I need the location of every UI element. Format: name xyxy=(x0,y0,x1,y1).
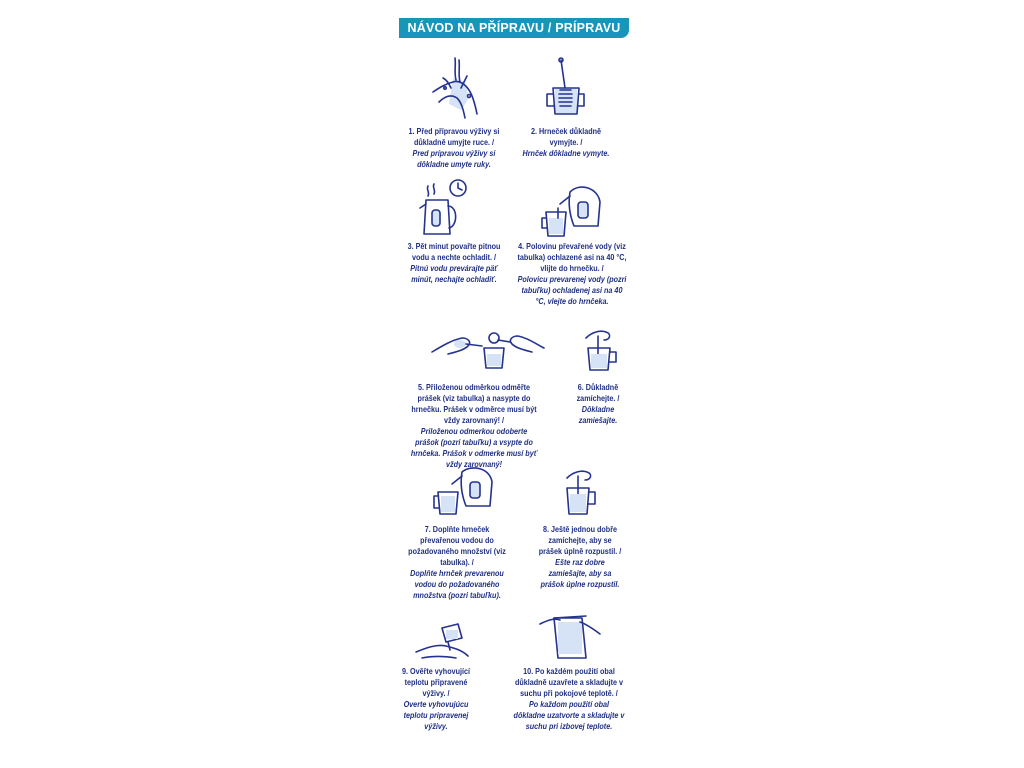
step-10-text xyxy=(513,666,625,732)
step-8-sk: Ešte raz dobre zamiešajte, aby sa prášok úplne rozpustil. xyxy=(540,557,620,589)
step-1-cz: 1. Před přípravou výživy si důkladně umyjte ruce. / xyxy=(408,126,500,147)
step-4-sk: Polovicu prevarenej vody (pozri tabuľku) ochladenej asi na 40 °C, vlejte do hrnčeka. xyxy=(517,274,627,306)
step-3-sk: Pitnú vodu prevárajte päť minút, nechajte ochladiť. xyxy=(410,263,498,284)
step-6-sk: Dôkladne zamiešajte. xyxy=(578,404,618,425)
kettle-refill-icon xyxy=(434,464,498,516)
step-4-text xyxy=(517,241,627,307)
cup-brush-icon xyxy=(543,58,587,118)
stir-again-icon xyxy=(565,470,597,516)
scoop-powder-icon xyxy=(432,330,544,370)
step-10-sk: Po každom použití obal dôkladne uzatvorte a skladujte v suchu pri izbovej teplote. xyxy=(513,699,625,731)
step-10-cz: 10. Po každém použití obal důkladně uzavřete a skladujte v suchu při pokojové teplotě. / xyxy=(514,666,624,698)
instructions-header xyxy=(399,18,629,38)
step-1-sk: Pred prípravou výživy si dôkladne umyte ruky. xyxy=(412,148,496,169)
kettle-pour-icon xyxy=(540,182,604,238)
step-8-text xyxy=(537,524,623,590)
step-5-text xyxy=(409,382,540,470)
step-2-cz: 2. Hrneček důkladně vymyjte. / xyxy=(530,126,602,147)
step-5-cz: 5. Přiloženou odměrkou odměřte prášek (viz tabulka) a nasypte do hrnečku. Prášek v odměrce musí být vždy zarovnaný! / xyxy=(411,382,537,425)
step-9-text xyxy=(400,666,472,732)
step-9-sk: Overte vyhovujúcu teplotu pripravenej výživy. xyxy=(403,699,469,731)
step-9-cz: 9. Ověřte vyhovující teplotu připravené výživy. / xyxy=(401,666,471,698)
step-7-text xyxy=(406,524,507,601)
step-2-sk: Hrnček dôkladne vymyte. xyxy=(522,148,610,158)
close-package-icon xyxy=(540,610,600,660)
step-3-text xyxy=(404,241,504,285)
step-2-text xyxy=(516,126,616,159)
stir-cup-icon xyxy=(584,328,618,372)
header-title: NÁVOD NA PŘÍPRAVU / PRÍPRAVU xyxy=(407,21,621,35)
step-7-cz: 7. Doplňte hrneček převařenou vodou do požadovaného množství (viz tabulka). / xyxy=(408,524,506,567)
kettle-timer-icon xyxy=(418,178,470,236)
step-8-cz: 8. Ještě jednou dobře zamíchejte, aby se prášek úplně rozpustil. / xyxy=(538,524,622,556)
step-6-text xyxy=(565,382,630,426)
step-7-sk: Doplňte hrnček prevarenou vodou do požadovaného množstva (pozri tabuľku). xyxy=(410,568,504,600)
hand-washing-icon xyxy=(425,58,485,120)
step-5-sk: Priloženou odmerkou odoberte prášok (pozri tabuľku) a vsypte do hrnčeka. Prášok v odmerke musí byť vždy zarovnaný! xyxy=(410,426,538,469)
temperature-check-icon xyxy=(416,622,468,662)
step-4-cz: 4. Polovinu převařené vody (viz tabulka) ochlazené asi na 40 °C, vlijte do hrnečku. / xyxy=(517,241,627,273)
step-1-text xyxy=(404,126,504,170)
step-3-cz: 3. Pět minut povařte pitnou vodu a nechte ochladit. / xyxy=(407,241,501,262)
step-6-cz: 6. Důkladně zamíchejte. / xyxy=(576,382,620,403)
